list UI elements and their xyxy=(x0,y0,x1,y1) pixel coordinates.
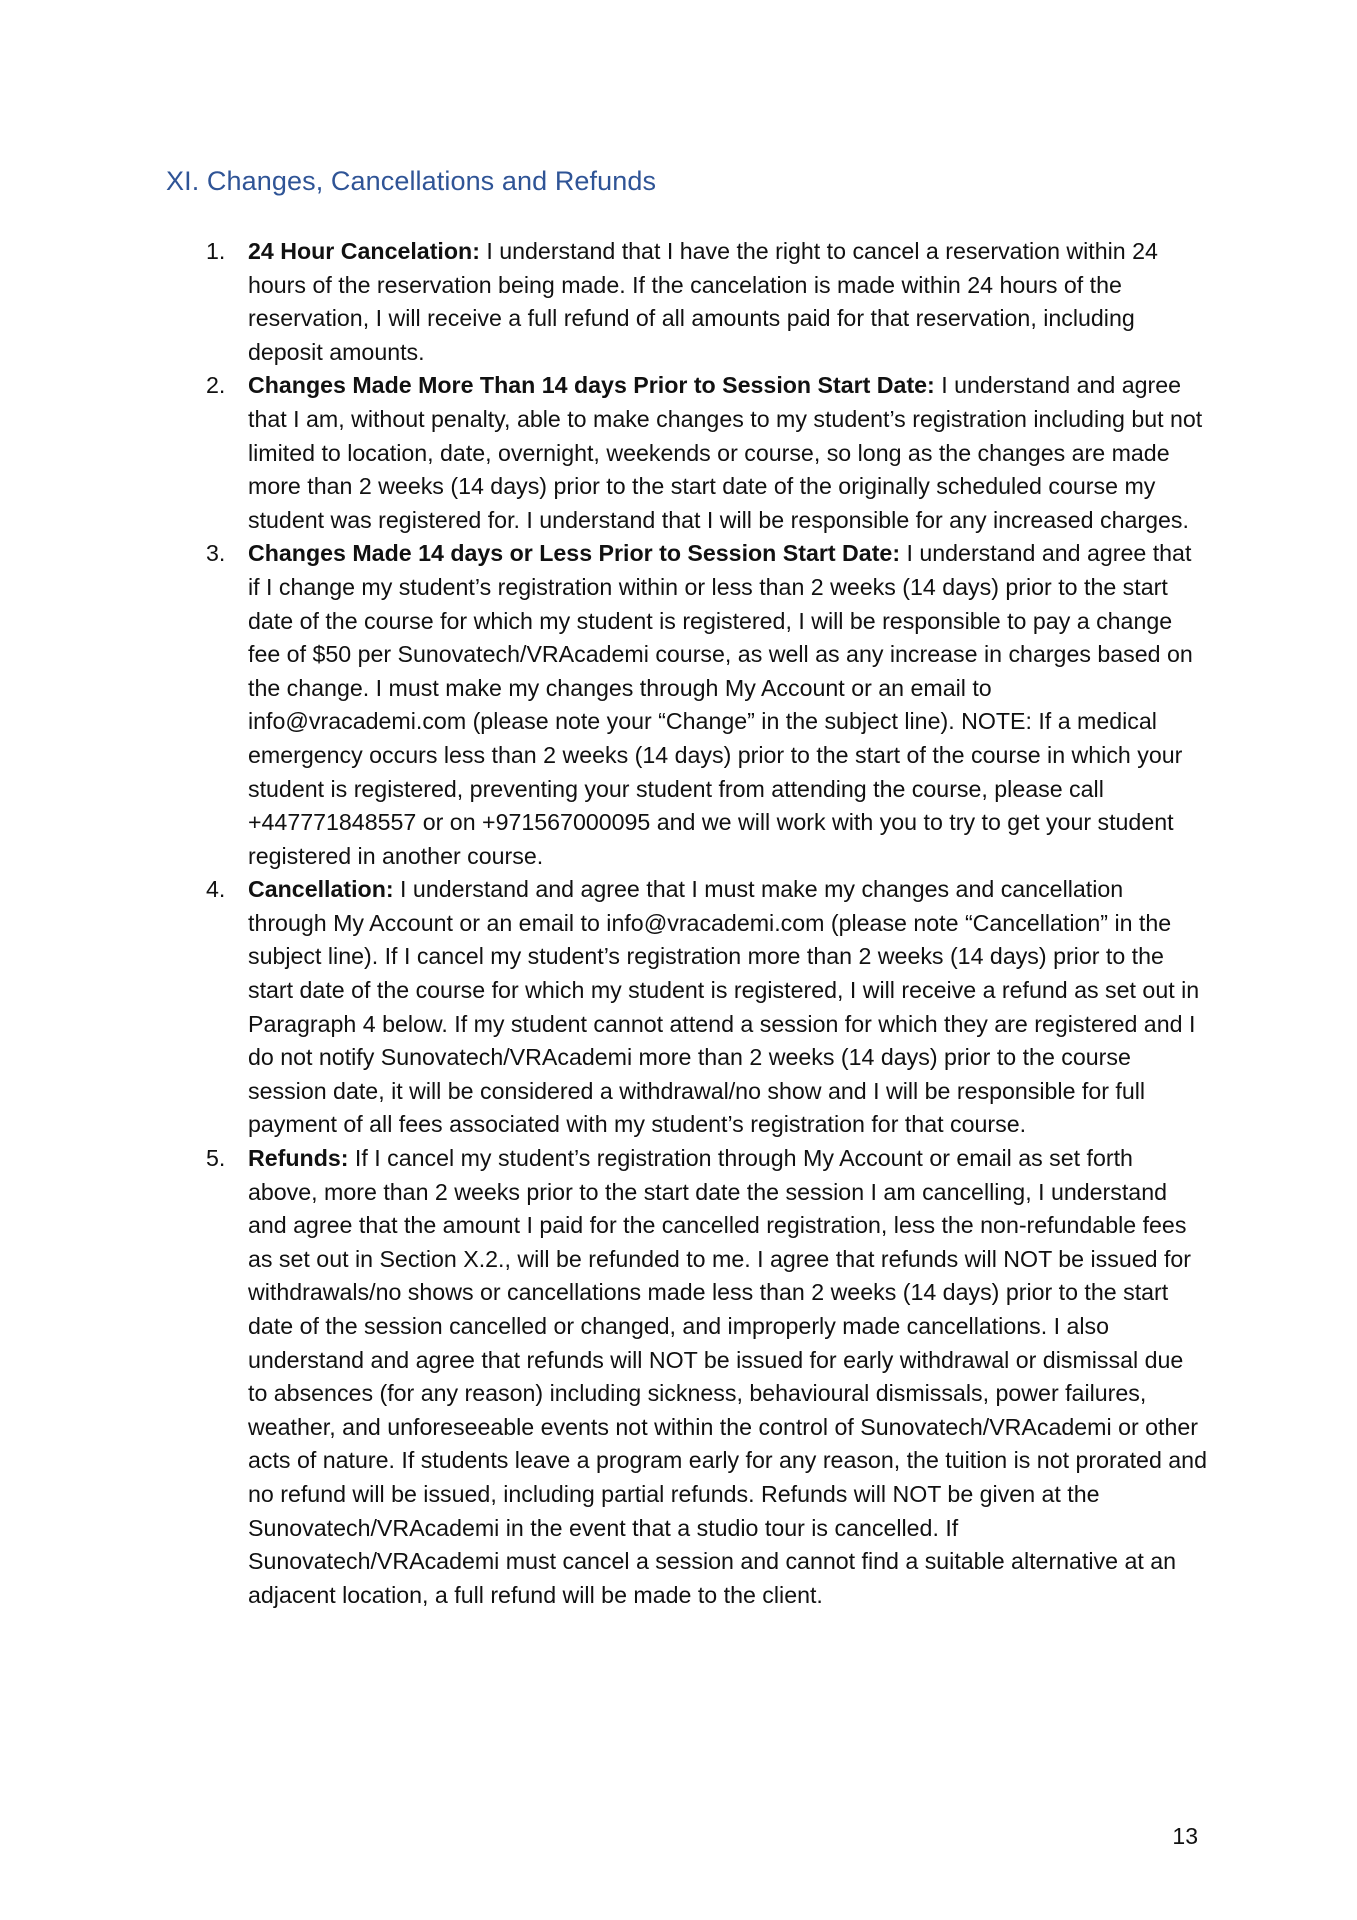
term-number: 4. xyxy=(206,876,226,903)
terms-list xyxy=(206,235,1208,1612)
term-text: If I cancel my student’s registration through My Account or email as set forth above, more than 2 weeks prior to the start date the session I am cancelling, I understand and agree that the amount I paid for the cancelled registration, less the non-refundable fees as set out in Section X.2., will be refunded to me. I agree that refunds will NOT be issued for withdrawals/no shows or cancellations made less than 2 weeks (14 days) prior to the start date of the session cancelled or changed, and improperly made cancellations. I also understand and agree that refunds will NOT be issued for early withdrawal or dismissal due to absences (for any reason) including sickness, behavioural dismissals, power failures, weather, and unforeseeable events not within the control of Sunovatech/VRAcademi or other acts of nature. If students leave a program early for any reason, the tuition is not prorated and no refund will be issued, including partial refunds. Refunds will NOT be given at the Sunovatech/VRAcademi in the event that a studio tour is cancelled. If Sunovatech/VRAcademi must cancel a session and cannot find a suitable alternative at an adjacent location, a full refund will be made to the client. xyxy=(248,1145,1207,1608)
term-item-changes-more-than-14-days xyxy=(206,369,1208,537)
term-text: I understand and agree that if I change my student’s registration within or less than 2 weeks (14 days) prior to the start date of the course for which my student is registered, I will be responsible to pay a change fee of $50 per Sunovatech/VRAcademi course, as well as any increase in charges based on the change. I must make my changes through My Account or an email to info@vracademi.com (please note your “Change” in the subject line). NOTE: If a medical emergency occurs less than 2 weeks (14 days) prior to the start of the course in which your student is registered, preventing your student from attending the course, please call +447771848557 or on +971567000095 and we will work with you to try to get your student registered in another course. xyxy=(248,540,1193,869)
term-number: 1. xyxy=(206,238,226,264)
term-title: Cancellation: xyxy=(248,876,394,903)
term-number: 5. xyxy=(206,1145,226,1172)
term-text: I understand that I have the right to cancel a reservation within 24 hours of the reservation being made. If the cancelation is made within 24 hours of the reservation, I will receive a full refund of all amounts paid for that reservation, including deposit amounts. xyxy=(248,238,1158,365)
term-text: I understand and agree that I am, without penalty, able to make changes to my student’s registration including but not limited to location, date, overnight, weekends or course, so long as the changes are made more than 2 weeks (14 days) prior to the start date of the originally scheduled course my student was registered for. I understand that I will be responsible for any increased charges. xyxy=(248,372,1203,533)
term-title: Changes Made More Than 14 days Prior to Session Start Date: xyxy=(248,372,935,399)
term-number: 3. xyxy=(206,540,226,567)
term-item-refunds xyxy=(206,1142,1208,1612)
section-heading: XI. Changes, Cancellations and Refunds xyxy=(166,166,657,196)
term-item-changes-14-days-or-less xyxy=(206,537,1208,873)
term-title: 24 Hour Cancelation: xyxy=(248,238,480,264)
term-title: Changes Made 14 days or Less Prior to Session Start Date: xyxy=(248,540,901,567)
term-number: 2. xyxy=(206,372,226,399)
term-item-cancellation xyxy=(206,873,1208,1142)
term-title: Refunds: xyxy=(248,1145,349,1172)
page-number: 13 xyxy=(1172,1823,1198,1849)
term-item-24-hour-cancelation xyxy=(206,235,1208,369)
term-text: I understand and agree that I must make my changes and cancellation through My Account or an email to info@vracademi.com (please note “Cancellation” in the subject line). If I cancel my student’s registration more than 2 weeks (14 days) prior to the start date of the course for which my student is registered, I will receive a refund as set out in Paragraph 4 below. If my student cannot attend a session for which they are registered and I do not notify Sunovatech/VRAcademi more than 2 weeks (14 days) prior to the course session date, it will be considered a withdrawal/no show and I will be responsible for full payment of all fees associated with my student’s registration for that course. xyxy=(248,876,1200,1138)
